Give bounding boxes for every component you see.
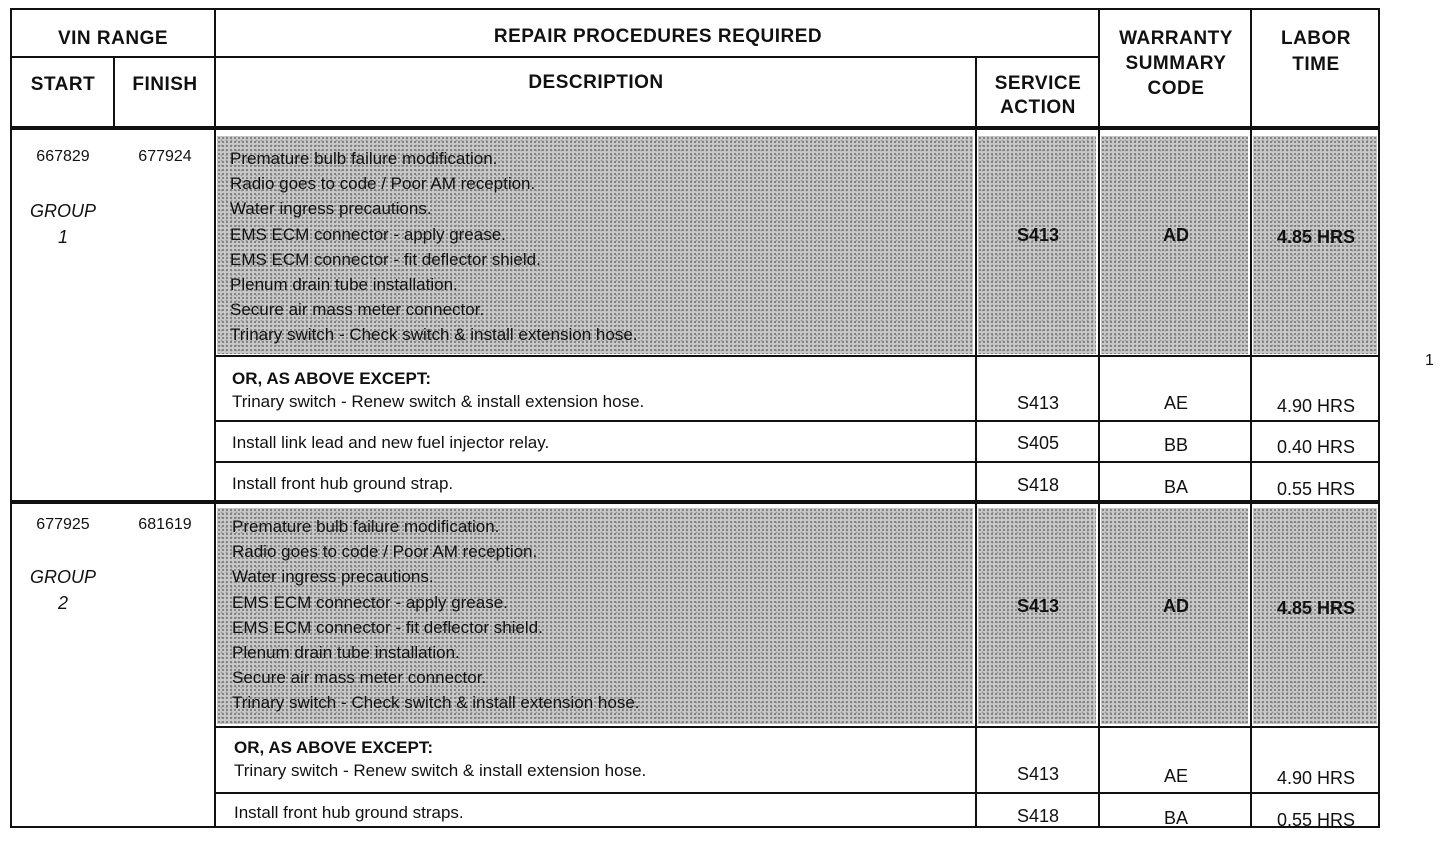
header-start: START — [30, 74, 96, 95]
header-service-line2: ACTION — [1000, 97, 1076, 118]
g1-main-labor: 4.85 HRS — [1276, 227, 1356, 247]
g2-extra1-desc: Install front hub ground straps. — [234, 803, 464, 822]
header-service-action — [976, 72, 1100, 120]
page-marker: 1 — [1425, 352, 1434, 369]
g1-main-service: S413 — [1016, 225, 1060, 245]
g1-alt-top-line — [216, 355, 1380, 357]
vline-labor — [1250, 8, 1252, 828]
g1-extra1-desc: Install link lead and new fuel injector relay. — [232, 433, 550, 452]
g1-alt-service: S413 — [1016, 393, 1060, 413]
vline-desc — [214, 8, 216, 828]
header-warranty-line3: CODE — [1147, 78, 1205, 99]
g2-extra1-labor: 0.55 HRS — [1276, 810, 1356, 830]
list-item: Plenum drain tube installation. — [230, 275, 458, 295]
g2-main-items — [232, 514, 640, 716]
g1-alt-labor: 4.90 HRS — [1276, 396, 1356, 416]
header-labor-line2: TIME — [1292, 54, 1340, 75]
list-item: Trinary switch - Check switch & install extension hose. — [232, 693, 640, 713]
g1-extra2-desc: Install front hub ground strap. — [232, 474, 454, 493]
g1-extra2-labor: 0.55 HRS — [1276, 479, 1356, 499]
g2-extra1-service: S418 — [1016, 806, 1060, 826]
group-divider — [10, 500, 1380, 504]
g1-main-warranty: AD — [1163, 225, 1189, 245]
header-labor-line1: LABOR — [1280, 28, 1352, 49]
vline-warranty — [1098, 8, 1100, 828]
vline-finish — [113, 57, 115, 127]
list-item: Water ingress precautions. — [230, 199, 432, 219]
g1-extra2-service: S418 — [1016, 475, 1060, 495]
g1-alt-warranty: AE — [1163, 393, 1188, 413]
list-item: Premature bulb failure modification. — [232, 517, 500, 536]
header-warranty-line1: WARRANTY — [1119, 28, 1233, 49]
g1-alt-heading: OR, AS ABOVE EXCEPT: — [232, 369, 431, 388]
header-service-line1: SERVICE — [994, 73, 1082, 94]
g2-main-service: S413 — [1016, 596, 1060, 616]
list-item: Radio goes to code / Poor AM reception. — [230, 174, 536, 194]
list-item: Trinary switch - Check switch & install extension hose. — [230, 325, 638, 345]
header-description: DESCRIPTION — [528, 72, 664, 93]
list-item: Premature bulb failure modification. — [230, 149, 498, 168]
header-labor-time — [1252, 26, 1380, 78]
g1-extra1-service: S405 — [1016, 433, 1060, 453]
g2-alt-heading: OR, AS ABOVE EXCEPT: — [234, 738, 433, 757]
g1-start-vin: 667829 — [36, 148, 90, 165]
g2-start-vin: 677925 — [36, 516, 90, 533]
list-item: EMS ECM connector - fit deflector shield. — [230, 249, 541, 269]
g1-extra1-warranty: BB — [1163, 435, 1188, 455]
g1-group-label — [12, 198, 114, 250]
g2-main-warranty: AD — [1163, 596, 1189, 616]
g1-group-number: 1 — [57, 227, 68, 247]
g1-extra1-labor: 0.40 HRS — [1276, 437, 1356, 457]
g1-extra2-warranty: BA — [1163, 477, 1188, 497]
g2-group-number: 2 — [57, 593, 68, 613]
g2-alt-top-line — [216, 726, 1380, 728]
g1-alt-item: Trinary switch - Renew switch & install extension hose. — [232, 392, 645, 411]
header-vin-range: VIN RANGE — [57, 28, 169, 49]
header-finish: FINISH — [132, 74, 198, 95]
g2-alt-labor: 4.90 HRS — [1276, 768, 1356, 788]
g2-extra1-warranty: BA — [1163, 808, 1188, 828]
g2-main-labor: 4.85 HRS — [1276, 598, 1356, 618]
g2-alt-warranty: AE — [1163, 766, 1188, 786]
g1-finish-vin: 677924 — [138, 148, 192, 165]
list-item: EMS ECM connector - apply grease. — [232, 592, 508, 612]
list-item: EMS ECM connector - fit deflector shield. — [232, 617, 543, 637]
g1-row2-line — [216, 420, 1380, 422]
header-divider — [12, 56, 1100, 58]
g1-alt-block — [232, 367, 644, 413]
header-bottom-rule — [10, 126, 1380, 130]
g2-alt-item: Trinary switch - Renew switch & install extension hose. — [234, 761, 647, 780]
g1-row3-line — [216, 461, 1380, 463]
list-item: Plenum drain tube installation. — [232, 643, 460, 663]
list-item: EMS ECM connector - apply grease. — [230, 224, 506, 244]
g2-alt-service: S413 — [1016, 764, 1060, 784]
g2-group-word: GROUP — [29, 567, 96, 587]
list-item: Water ingress precautions. — [232, 567, 434, 587]
g2-group-label — [12, 564, 114, 616]
header-warranty-code — [1100, 26, 1252, 101]
list-item: Secure air mass meter connector. — [230, 300, 485, 320]
list-item: Secure air mass meter connector. — [232, 668, 487, 688]
g2-row2-line — [216, 792, 1380, 794]
header-warranty-line2: SUMMARY — [1125, 53, 1227, 74]
header-repair-procedures: REPAIR PROCEDURES REQUIRED — [493, 26, 823, 47]
g2-finish-vin: 681619 — [138, 516, 192, 533]
g1-main-items — [230, 146, 638, 348]
list-item: Radio goes to code / Poor AM reception. — [232, 542, 538, 562]
g2-alt-block — [234, 736, 646, 782]
g1-group-word: GROUP — [29, 201, 96, 221]
